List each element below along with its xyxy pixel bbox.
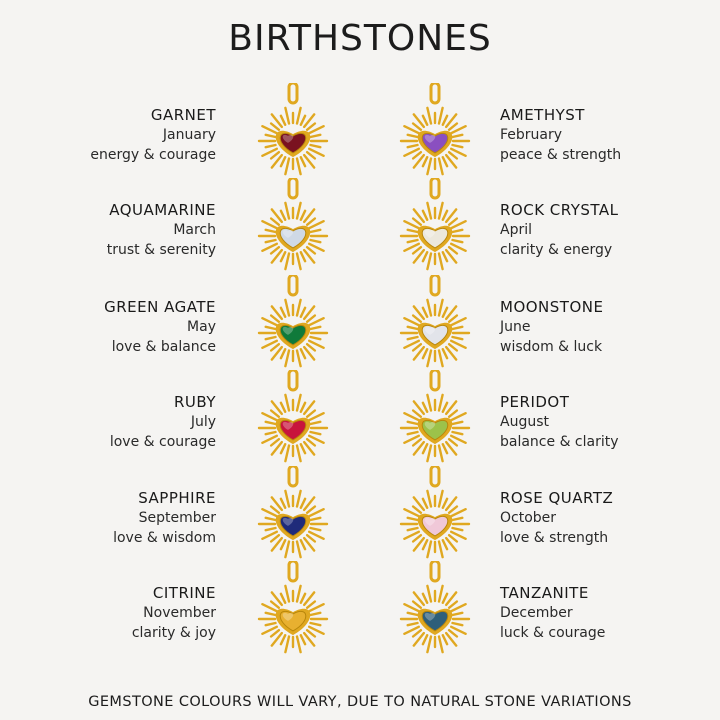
birthstone-entry: [0, 105, 720, 201]
stone-meaning: energy & courage: [90, 147, 216, 163]
birthstone-entry: [0, 297, 720, 393]
stone-name: RUBY: [173, 393, 216, 411]
stone-month: December: [500, 605, 573, 621]
stone-meaning: clarity & joy: [131, 625, 216, 641]
stone-month: February: [500, 127, 563, 143]
birthstone-entry: [0, 583, 720, 679]
stone-meaning: peace & strength: [500, 147, 622, 163]
stone-name: GARNET: [150, 106, 216, 124]
stone-info: [500, 200, 619, 260]
stone-info: [500, 105, 621, 165]
stone-name: AMETHYST: [500, 106, 585, 124]
heart-pendant-image: [397, 561, 473, 657]
stone-name: AQUAMARINE: [109, 201, 216, 219]
heart-pendant-image: [397, 466, 473, 562]
stone-month: July: [190, 414, 216, 430]
birthstone-entry: [0, 392, 720, 488]
stone-info: [500, 297, 603, 357]
stone-meaning: luck & courage: [500, 625, 606, 641]
heart-pendant-image: [397, 370, 473, 466]
stone-name: ROCK CRYSTAL: [500, 201, 619, 219]
stone-name: TANZANITE: [500, 584, 589, 602]
stone-info: [500, 488, 613, 548]
stone-name: CITRINE: [152, 584, 216, 602]
page-title: BIRTHSTONES: [228, 18, 492, 59]
stone-month: April: [500, 222, 532, 238]
heart-pendant-image: [397, 83, 473, 179]
stone-meaning: clarity & energy: [500, 242, 613, 258]
stone-meaning: love & courage: [109, 434, 216, 450]
stone-name: MOONSTONE: [500, 298, 604, 316]
birthstone-entry: [0, 488, 720, 584]
stone-info: [500, 583, 605, 643]
stone-meaning: love & strength: [500, 530, 609, 546]
stone-month: March: [173, 222, 216, 238]
stone-month: January: [162, 127, 216, 143]
heart-pendant-image: [397, 178, 473, 274]
heart-pendant-image: [397, 275, 473, 371]
stone-month: May: [187, 319, 216, 335]
stone-name: GREEN AGATE: [104, 298, 216, 316]
stone-meaning: wisdom & luck: [500, 339, 603, 355]
stone-name: SAPPHIRE: [138, 489, 216, 507]
stone-month: November: [143, 605, 216, 621]
stone-month: June: [500, 319, 531, 335]
stone-name: PERIDOT: [500, 393, 570, 411]
stone-meaning: balance & clarity: [500, 434, 619, 450]
stone-meaning: trust & serenity: [106, 242, 216, 258]
stone-month: August: [500, 414, 549, 430]
stone-month: September: [138, 510, 216, 526]
stone-meaning: love & wisdom: [113, 530, 216, 546]
stone-meaning: love & balance: [111, 339, 216, 355]
stone-info: [500, 392, 619, 452]
stone-name: ROSE QUARTZ: [500, 489, 614, 507]
stone-month: October: [500, 510, 557, 526]
birthstone-entry: [0, 200, 720, 296]
footer-note: GEMSTONE COLOURS WILL VARY, DUE TO NATURAL STONE VARIATIONS: [88, 694, 632, 710]
